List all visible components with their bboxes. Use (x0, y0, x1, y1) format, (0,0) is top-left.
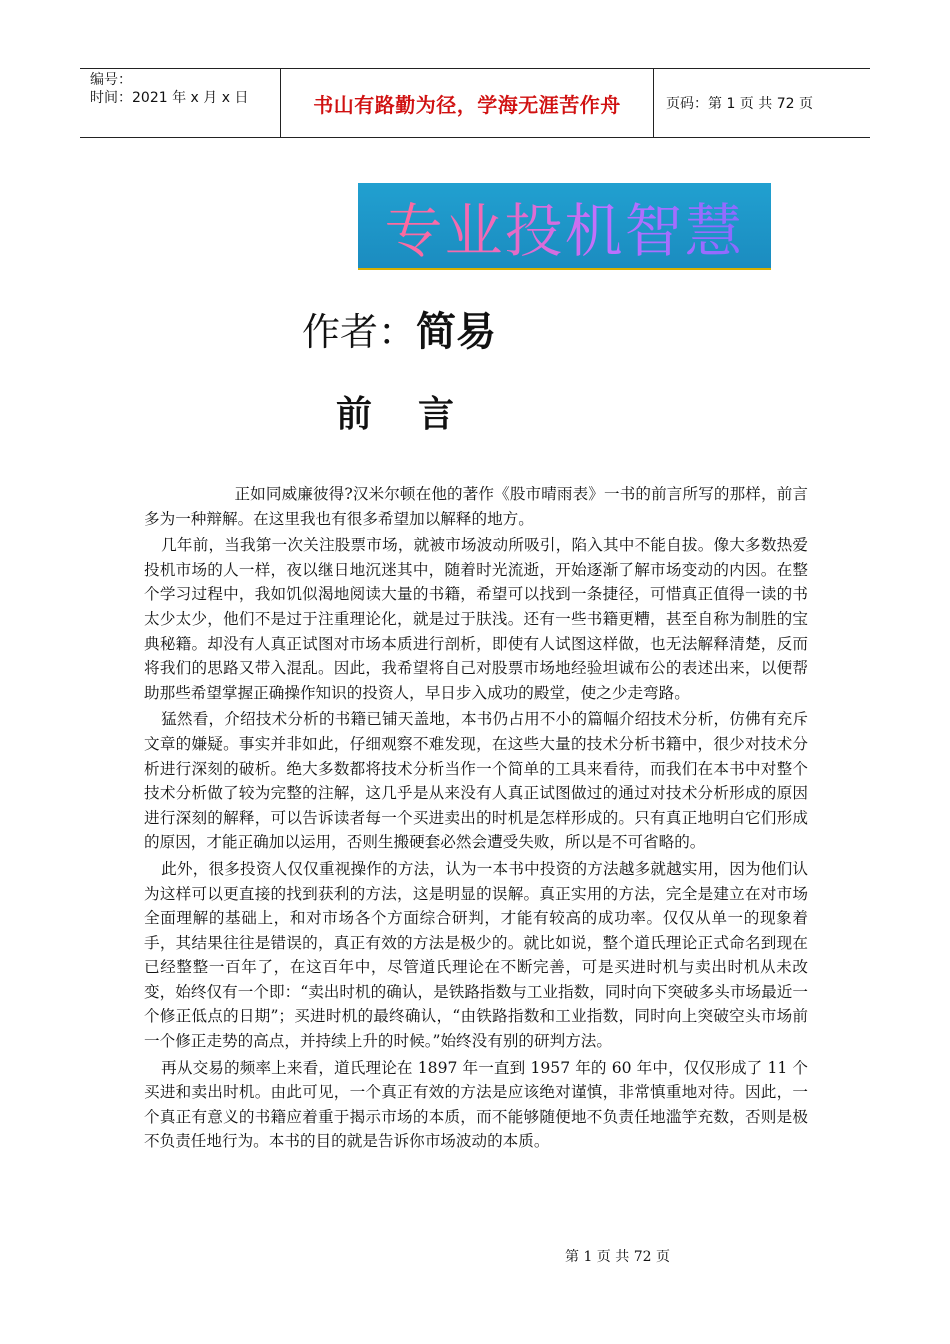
header-motto-cell (280, 69, 654, 137)
paragraph: 几年前，当我第一次关注股票市场，就被市场波动所吸引，陷入其中不能自拔。像大多数热爱投机市场的人一样，夜以继日地沉迷其中，随着时光流逝，开始逐渐了解市场变动的内因。在整个学习过程中，我如饥似渴地阅读大量的书籍，希望可以找到一条捷径，可惜真正值得一读的书太少太少，他们不是过于注重理论化，就是过于肤浅。还有一些书籍更糟，甚至自称为制胜的宝典秘籍。却没有人真正试图对市场本质进行剖析，即使有人试图这样做，也无法解释清楚，反而将我们的思路又带入混乱。因此，我希望将自己对股票市场地经验坦诚布公的表述出来，以便帮助那些希望掌握正确操作知识的投资人，早日步入成功的殿堂，使之少走弯路。 (144, 536, 808, 702)
page-footer: 第 1 页 共 72 页 (565, 1249, 670, 1265)
document-header (80, 68, 870, 138)
section-title: 前言 (336, 393, 501, 435)
paragraph: 此外，很多投资人仅仅重视操作的方法，认为一本书中投资的方法越多就越实用，因为他们认为这样可以更直接的找到获利的方法，这是明显的误解。真正实用的方法，完全是建立在对市场全面理解的基础上，和对市场各个方面综合研判，才能有较高的成功率。仅仅从单一的现象着手，其结果往往是错误的，真正有效的方法是极少的。就比如说，整个道氏理论正式命名到现在已经整整一百年了，在这百年中，尽管道氏理论在不断完善，可是买进时机与卖出时机从未改变，始终仅有一个即：“卖出时机的确认，是铁路指数与工业指数，同时向下突破多头市场最近一个修正低点的日期”；买进时机的最终确认，“由铁路指数和工业指数，同时向上突破空头市场前一个修正走势的高点，并持续上升的时候。”始终没有别的研判方法。 (144, 859, 808, 1051)
body-text (144, 482, 808, 1156)
author-line (302, 300, 496, 357)
title-banner (358, 183, 771, 270)
header-motto: 书山有路勤为径，学海无涯苦作舟 (313, 92, 621, 117)
number-label: 编号： (90, 72, 132, 88)
time-label: 时间：2021 年 x 月 x 日 (90, 90, 249, 106)
author-name: 简易 (416, 309, 497, 355)
paragraph: 猛然看，介绍技术分析的书籍已铺天盖地，本书仍占用不小的篇幅介绍技术分析，仿佛有充斥文章的嫌疑。事实并非如此，仔细观察不难发现，在这些大量的技术分析书籍中，很少对技术分析进行深刻的破析。绝大多数都将技术分析当作一个简单的工具来看待，而我们在本书中对整个技术分析做了较为完整的注解，这几乎是从来没有人真正试图做过的通过对技术分析形成的原因进行深刻的解释，可以告诉读者每一个买进卖出的时机是怎样形成的。只有真正地明白它们形成的原因，才能正确加以运用，否则生搬硬套必然会遭受失败，所以是不可省略的。 (144, 710, 808, 852)
paragraph: 正如同威廉彼得?汉米尔顿在他的著作《股市晴雨表》一书的前言所写的那样，前言多为一种辩解。在这里我也有很多希望加以解释的地方。 (144, 485, 808, 528)
author-label: 作者： (302, 310, 417, 354)
paragraph: 再从交易的频率上来看，道氏理论在 1897 年一直到 1957 年的 60 年中，仅仅形成了 11 个买进和卖出时机。由此可见，一个真正有效的方法是应该绝对谨慎，非常慎重地对待。因此，一个真正有意义的书籍应着重于揭示市场的本质，而不能够随便地不负责任地滥竽充数，否则是极不负责任地行为。本书的目的就是告诉你市场波动的本质。 (144, 1058, 808, 1151)
header-page-cell (654, 69, 870, 137)
header-meta (80, 69, 280, 137)
banner-text: 专业投机智慧 (384, 184, 744, 268)
header-page-code: 页码：第 1 页 共 72 页 (666, 96, 813, 112)
